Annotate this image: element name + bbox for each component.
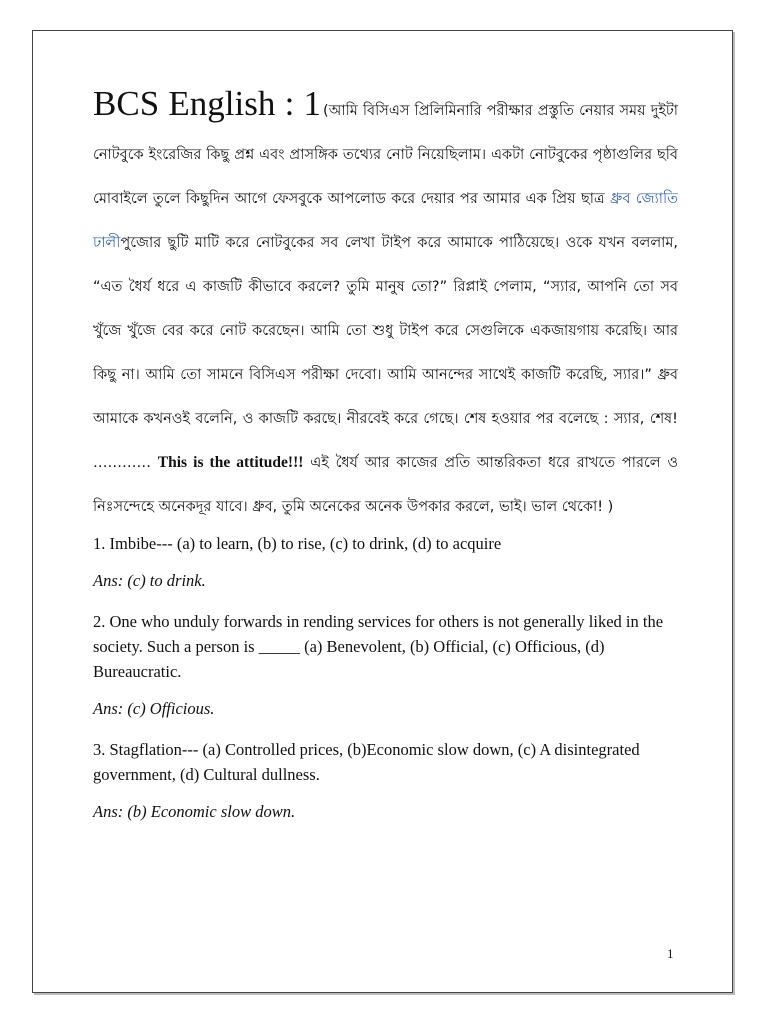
- answer-2: Ans: (c) Officious.: [93, 699, 215, 718]
- intro-paragraph: [93, 82, 678, 529]
- answer-3: Ans: (b) Economic slow down.: [93, 802, 296, 821]
- intro-text-part2: পুজোর ছুটি মাটি করে নোটবুকের সব লেখা টাইপ করে আমাকে পাঠিয়েছে। ওকে যখন বললাম, “এত ধৈর্য ধরে এ কাজটি কীভাবে করলে? তুমি মানুষ তো?” রিপ্লাই পেলাম, “স্যার, আপনি তো সব খুঁজে খুঁজে বের করে নোট করেছেন। আমি তো শুধু টাইপ করে সেগুলিকে একজায়গায় করেছি। আর কিছু না। আমি তো সামনে বিসিএস পরীক্ষা দেবো। আমি আনন্দের সাথেই কাজটি করেছি, স্যার।” ধ্রুব আমাকে কখনওই বলেনি, ও কাজটি করছে। নীরবেই করে গেছে। শেষ হওয়ার পর বলেছে : স্যার, শেষ! …………: [93, 235, 678, 471]
- intro-text-part1: (আমি বিসিএস প্রিলিমিনারি পরীক্ষার প্রস্তুতি নেয়ার সময় দুইটা নোটবুকে ইংরেজির কিছু প্রশ্ন এবং প্রাসঙ্গিক তথ্যের নোট নিয়েছিলাম। একটা নোটবুকের পৃষ্ঠাগুলির ছবি মোবাইলে তুলে কিছুদিন আগে ফেসবুকে আপলোড করে দেয়ার পর আমার এক প্রিয় ছাত্র: [93, 103, 678, 207]
- question-2: 2. One who unduly forwards in rending services for others is not generally liked in the society. Such a person is _____ (a) Benevolent, (b) Official, (c) Officious, (d) Bureaucratic.: [93, 612, 664, 681]
- intro-text-part3: এই ধৈর্য আর কাজের প্রতি আন্তরিকতা ধরে রাখতে পারলে ও নিঃসন্দেহে অনেকদূর যাবে। ধ্রুব, তুমি অনেকের অনেক উপকার করলে, ভাই। ভাল থেকো! ): [93, 455, 679, 515]
- question-list: [93, 531, 678, 824]
- question-3: 3. Stagflation--- (a) Controlled prices, (b)Economic slow down, (c) A disintegrated government, (d) Cultural dullness.: [93, 740, 640, 784]
- answer-1: Ans: (c) to drink.: [93, 571, 206, 590]
- student-name: ধ্রুব জ্যোতি ঢালী: [93, 191, 679, 251]
- page-number: 1: [667, 946, 674, 961]
- question-1: 1. Imbibe--- (a) to learn, (b) to rise, (c) to drink, (d) to acquire: [93, 534, 502, 553]
- attitude-statement: This is the attitude!!!: [157, 454, 304, 471]
- document-body: [93, 82, 678, 840]
- document-title: BCS English : 1: [93, 84, 322, 123]
